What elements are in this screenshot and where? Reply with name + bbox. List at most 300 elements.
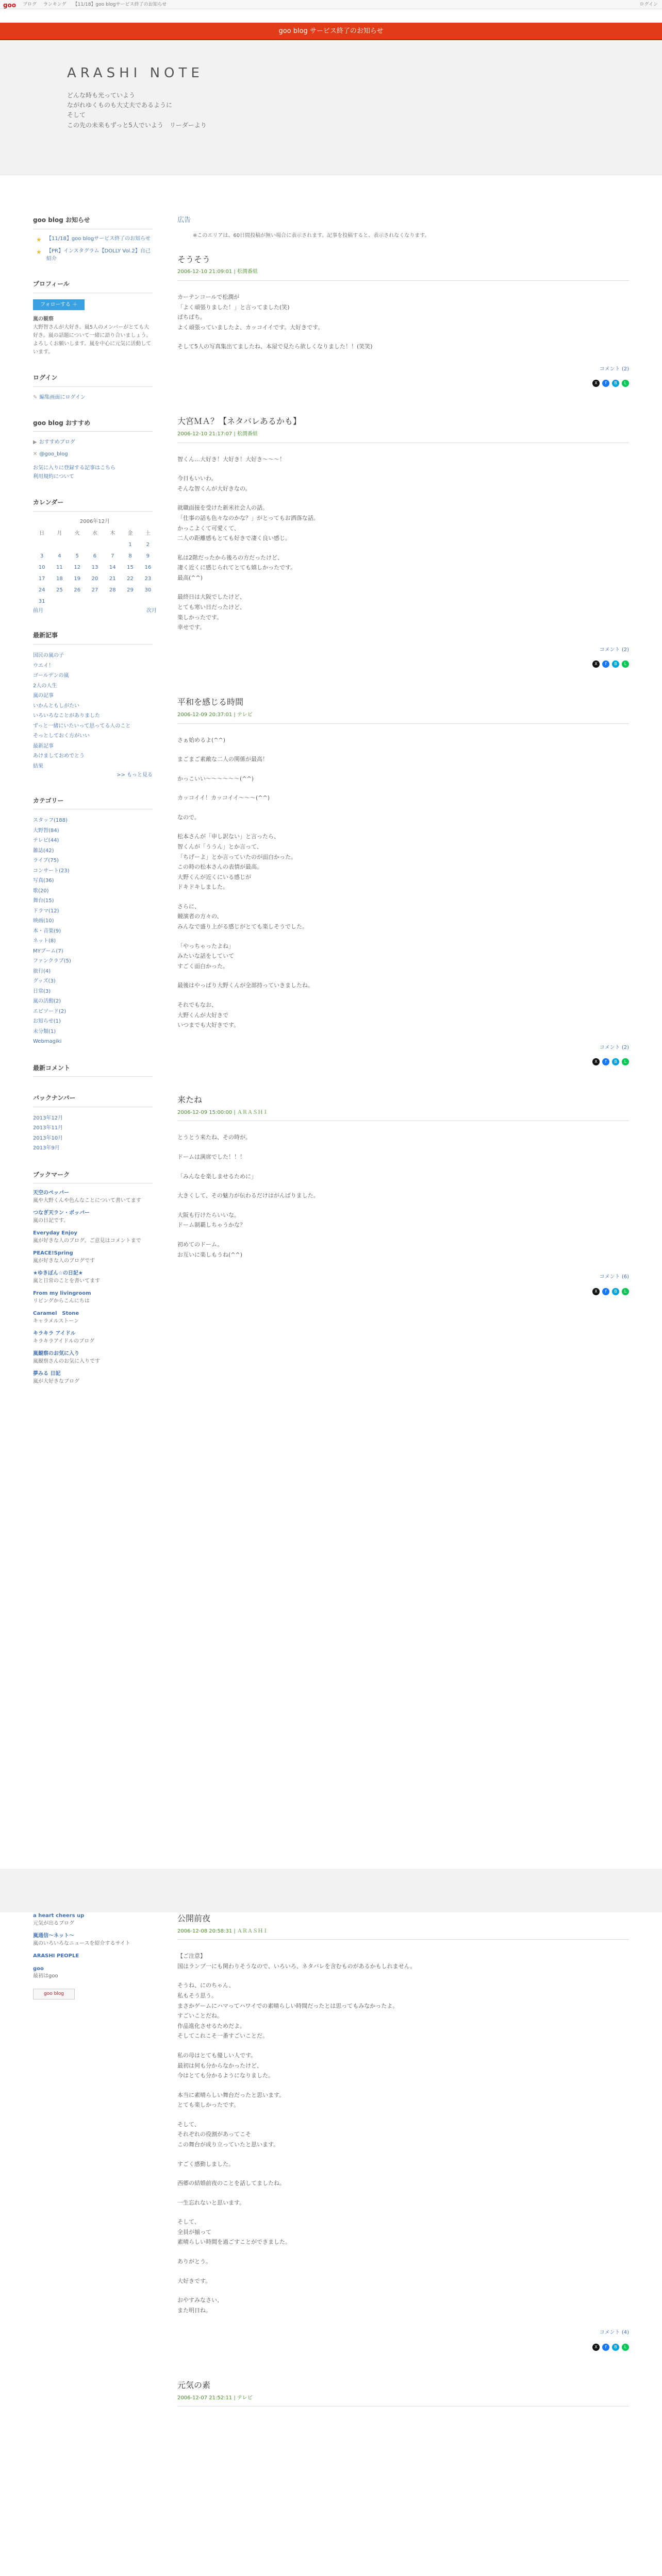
recent-item[interactable]: 2人の人生 — [33, 683, 57, 689]
backnumber-item[interactable]: 2013年9月 — [33, 1145, 60, 1151]
calendar-day — [104, 539, 121, 550]
bookmark-title[interactable]: つなぎ天ラン・ポッパー — [33, 1210, 90, 1216]
recent-heading: 最新記事 — [33, 631, 153, 645]
category-item[interactable]: グッズ(3) — [33, 978, 56, 985]
entry-meta: 2006-12-07 21:52:11 | テレビ — [177, 2394, 629, 2407]
topbar-login-link[interactable]: ログイン — [639, 2, 658, 7]
calendar-day[interactable]: 13 — [91, 564, 98, 570]
backnumber-heading: バックナンバー — [33, 1093, 153, 1107]
entry-paragraph — [177, 822, 629, 832]
line-share-icon[interactable]: L — [622, 1058, 629, 1065]
entry-title[interactable]: 元気の素 — [177, 2380, 211, 2390]
calendar-day[interactable]: 4 — [58, 553, 61, 559]
bookmark-title[interactable]: Caramel Stone — [33, 1311, 79, 1317]
calendar-day[interactable]: 18 — [56, 575, 63, 582]
bookmark-item — [33, 1230, 153, 1245]
calendar-nav — [33, 607, 157, 614]
calendar-day — [69, 596, 86, 607]
bookmark-item — [33, 1250, 153, 1265]
recommend-item[interactable] — [33, 438, 153, 447]
bookmark-desc: キャラメルストーン — [33, 1318, 79, 1324]
entry-comments-link[interactable]: コメント (2) — [599, 647, 629, 653]
entry-paragraph: 本当に素晴らしい舞台だったと思います。 — [177, 2091, 285, 2098]
bookmark-title[interactable]: キラキラ アイドル — [33, 1331, 76, 1337]
entry-paragraph: 競演者の方々の、 — [177, 913, 223, 920]
category-item[interactable]: Webmagiki — [33, 1039, 62, 1045]
line-share-icon[interactable]: L — [622, 2344, 629, 2351]
recent-item[interactable]: 最新記事 — [33, 743, 54, 749]
entry-paragraph — [177, 971, 629, 980]
bookmark-desc: 嵐観察さんのお気に入りです — [33, 1358, 100, 1364]
entry-paragraph — [177, 2169, 629, 2178]
entry-paragraph — [177, 1143, 629, 1152]
bookmark-desc: 嵐や大野くんや色んなことについて書いてます — [33, 1197, 141, 1204]
entry — [177, 1912, 629, 2350]
entry-paragraph: ぱちぱち。 — [177, 314, 206, 321]
category-item[interactable]: スタッフ(188) — [33, 818, 68, 824]
news-heading: goo blog お知らせ — [33, 215, 153, 229]
entry-paragraph — [177, 2189, 629, 2198]
category-item[interactable]: 写真(36) — [33, 878, 54, 884]
hatena-share-icon[interactable]: B — [612, 1058, 619, 1065]
entry-paragraph: 国はランプ一にも関わりそうなので、いろいろ、ネタバレを含むものがあるかもしれません。 — [177, 1962, 416, 1970]
goo-logo[interactable]: goo — [3, 2, 16, 9]
topbar-nav-ranking[interactable]: ランキング — [43, 2, 67, 7]
service-end-text[interactable]: goo blog サービス終了のお知らせ — [278, 27, 384, 35]
entry-paragraph — [177, 332, 629, 342]
category-item[interactable]: 大野智(84) — [33, 827, 59, 834]
comments-block — [33, 1063, 153, 1077]
recent-item[interactable]: ゴールデンの嵐 — [33, 673, 69, 679]
topbar-nav-blog[interactable]: ブログ — [23, 2, 37, 7]
entry-body — [177, 735, 629, 1030]
entry-body — [177, 454, 629, 633]
login-block — [33, 373, 153, 402]
line-share-icon[interactable]: L — [622, 1288, 629, 1295]
entry-body — [177, 1132, 629, 1260]
entry-paragraph: また明日ね。 — [177, 2307, 211, 2314]
blog-desc-line: そして — [67, 111, 86, 119]
goo-blog-banner[interactable]: goo blog — [33, 1989, 75, 2000]
calendar-day[interactable]: 28 — [109, 587, 116, 593]
entry-paragraph: 「仕事の話も色々なのかな？」がとってもお洒落な話。 — [177, 514, 319, 521]
entry-paragraph: 大野くんが大好きで — [177, 1011, 228, 1019]
category-item[interactable]: エピソード(2) — [33, 1008, 67, 1014]
entry-paragraph: 大阪も行けたらいいな。 — [177, 1211, 240, 1218]
line-share-icon[interactable]: L — [622, 660, 629, 668]
calendar-heading: カレンダー — [33, 498, 153, 512]
calendar-day[interactable]: 5 — [75, 553, 79, 559]
entry-paragraph: ドキドキしました。 — [177, 884, 228, 891]
main-content — [177, 215, 629, 1324]
entry-paragraph: 私の母はとても優しい人です。 — [177, 2052, 257, 2059]
calendar-day[interactable]: 31 — [38, 598, 45, 604]
ad-heading: 広告 — [177, 216, 191, 224]
category-item[interactable]: テレビ(44) — [33, 838, 59, 844]
entry-paragraph: とうとう来たね、その時が。 — [177, 1134, 251, 1141]
category-item[interactable]: 雑誌(42) — [33, 848, 54, 854]
recent-item[interactable]: いかんともしがたい — [33, 703, 79, 709]
category-item[interactable]: コンサート(23) — [33, 868, 70, 874]
bookmark-title[interactable]: ★ゆきぽん☆の日記★ — [33, 1270, 83, 1277]
x-share-icon[interactable]: X — [592, 1058, 600, 1065]
entry-paragraph: それぞれの役割があってこそ — [177, 2131, 251, 2138]
entry-paragraph: かっこいい〜〜〜〜〜〜(^^) — [177, 775, 254, 782]
calendar-day[interactable]: 24 — [38, 587, 45, 593]
calendar-day — [86, 596, 104, 607]
hatena-share-icon[interactable]: B — [612, 660, 619, 668]
share-buttons — [177, 659, 629, 667]
bookmark-desc: 嵐のいろいろなニュースを紹介するサイト — [33, 1940, 130, 1946]
entry-title[interactable]: そうそう — [177, 254, 211, 264]
bookmark-title[interactable]: Everyday Enjoy — [33, 1230, 77, 1236]
hatena-share-icon[interactable]: B — [612, 1288, 619, 1295]
bookmark-item — [33, 1290, 153, 1305]
facebook-share-icon[interactable]: f — [602, 380, 609, 387]
entry-comments-link[interactable]: コメント (6) — [599, 1274, 629, 1280]
hatena-share-icon[interactable]: B — [612, 380, 619, 387]
news-link[interactable]: 【11/18】goo blogサービス終了のお知らせ — [46, 235, 151, 242]
bookmark-heading: ブックマーク — [33, 1170, 153, 1184]
calendar-day[interactable]: 27 — [91, 587, 98, 593]
category-list — [33, 816, 153, 1047]
category-item[interactable]: 未分類(1) — [33, 1028, 56, 1035]
calendar-day[interactable]: 6 — [93, 553, 97, 559]
entry-paragraph — [177, 1162, 629, 1172]
entry-paragraph: 凄く近くに感じられてとても嬉しかったです。 — [177, 564, 296, 571]
calendar-day[interactable]: 20 — [91, 575, 98, 582]
entry-paragraph: この時の松本さんの表情が最高。 — [177, 863, 262, 871]
comments-heading: 最新コメント — [33, 1063, 153, 1077]
calendar-day[interactable]: 21 — [109, 575, 116, 582]
calendar-day — [104, 596, 121, 607]
calendar-next[interactable]: 次月 — [146, 608, 157, 614]
recommend-label: @goo_blog — [39, 451, 68, 457]
calendar-day[interactable]: 22 — [127, 575, 134, 582]
news-link[interactable]: 【PR】インスタグラム【DOLLY Vol.2】自己紹介 — [46, 248, 151, 262]
calendar-day[interactable]: 2 — [146, 541, 150, 548]
bookmark-desc: 最初はgoo — [33, 1973, 58, 1979]
entry-paragraph: そして、 — [177, 2218, 200, 2226]
category-item[interactable]: MYブーム(7) — [33, 948, 63, 954]
calendar-day[interactable]: 8 — [128, 553, 132, 559]
entry-paragraph — [177, 1230, 629, 1240]
calendar-day[interactable]: 1 — [128, 541, 132, 548]
entry-paragraph — [177, 1971, 629, 1980]
x-share-icon[interactable]: X — [592, 2344, 600, 2351]
entry-title[interactable]: 来たね — [177, 1095, 203, 1105]
backnumber-item[interactable]: 2013年11月 — [33, 1125, 63, 1131]
x-share-icon[interactable]: X — [592, 380, 600, 387]
login-heading: ログイン — [33, 373, 153, 387]
recent-more[interactable]: >> もっと見る — [117, 772, 153, 778]
bookmark-item — [33, 1310, 153, 1325]
entry-comments-link[interactable]: コメント (2) — [599, 1044, 629, 1050]
calendar-day — [33, 539, 51, 550]
sidebar-continued — [33, 1912, 153, 1999]
calendar-day[interactable]: 9 — [146, 553, 150, 559]
bookmark-title[interactable]: 嵐通信〜ネット〜 — [33, 1933, 74, 1939]
entry-paragraph — [177, 2081, 629, 2090]
calendar-day[interactable]: 23 — [144, 575, 152, 582]
x-share-icon[interactable]: X — [592, 1288, 600, 1295]
entry-paragraph — [177, 1201, 629, 1210]
profile-heading: プロフィール — [33, 279, 153, 293]
profile-text: 大野智さんが大好き。嵐5人のメンバーがとても大好き。嵐の話題について一緒に語り合いましょう。よろしくお願いします。嵐を中心に元気に活動しています。 — [33, 325, 152, 355]
entry-paragraph: みんなで盛り上がる感じがとても楽しそうでした。 — [177, 923, 308, 930]
bookmark-desc: 元気が出るブログ — [33, 1920, 74, 1926]
calendar-day[interactable]: 15 — [127, 564, 134, 570]
recommend-item[interactable] — [33, 450, 153, 459]
bookmark-item — [33, 1933, 153, 1947]
entry-paragraph — [177, 784, 629, 793]
entry-paragraph: 素晴らしい時間を過ごすことができました。 — [177, 2239, 291, 2246]
category-item[interactable]: ライブ(75) — [33, 858, 59, 864]
category-heading: カテゴリー — [33, 796, 153, 810]
facebook-share-icon[interactable]: f — [602, 1288, 609, 1295]
entry-paragraph: 【ご注意】 — [177, 1953, 206, 1960]
bookmark-item — [33, 1953, 153, 1960]
bookmark-list — [33, 1190, 153, 1385]
recommend-block — [33, 418, 153, 482]
entry-paragraph: みたいな話をしていて — [177, 953, 234, 960]
news-block — [33, 215, 153, 263]
news-item[interactable] — [33, 248, 153, 263]
entry-title[interactable]: 平和を感じる時間 — [177, 697, 244, 707]
entry — [177, 2379, 629, 2406]
entry-title[interactable]: 公開前夜 — [177, 1913, 211, 1923]
entry-paragraph: 作品進化させるためだよ。 — [177, 2022, 245, 2029]
entry-paragraph: 最初は何も分からなかったけど、 — [177, 2062, 262, 2069]
entry-paragraph: カッコイイ！カッコイイ〜〜〜(^^) — [177, 794, 270, 802]
entry-paragraph — [177, 765, 629, 774]
calendar-weekday: 土 — [145, 530, 151, 536]
entry-paragraph: 西郷の結婚前夜のことを話してましたね。 — [177, 2180, 285, 2187]
calendar-weekdays — [33, 528, 157, 539]
category-item[interactable]: 旅行(4) — [33, 968, 51, 974]
entry-paragraph — [177, 2267, 629, 2276]
x-share-icon[interactable]: X — [592, 660, 600, 668]
entry-paragraph — [177, 745, 629, 754]
calendar-day[interactable]: 10 — [38, 564, 45, 570]
entry — [177, 415, 629, 667]
calendar-day — [86, 539, 104, 550]
entry-paragraph — [177, 1181, 629, 1191]
calendar-day[interactable]: 19 — [74, 575, 81, 582]
category-item[interactable]: ネット(8) — [33, 938, 56, 944]
blog-header — [0, 41, 662, 175]
calendar-day — [139, 596, 157, 607]
entry-paragraph: お互いに楽しもうね(^^) — [177, 1251, 243, 1258]
profile-block — [33, 279, 153, 357]
recent-item[interactable]: そっとしておく方がいい — [33, 733, 90, 739]
recommend-heading: goo blog おすすめ — [33, 418, 153, 432]
entry-paragraph — [177, 494, 629, 503]
calendar-day[interactable]: 11 — [56, 564, 63, 570]
bookmark-desc: 嵐と日常のことを書いてます — [33, 1278, 100, 1284]
bookmark-title[interactable]: a heart cheers up — [33, 1913, 85, 1919]
entry-title[interactable]: 大宮ＭＡ？【ネタバレあるかも】 — [177, 416, 301, 427]
entry-paragraph: いつまでも大好きです。 — [177, 1022, 240, 1029]
entry-paragraph: 「よく頑張りました！」と言ってました(笑) — [177, 303, 290, 311]
calendar-weekday: 木 — [110, 530, 115, 536]
calendar-day[interactable]: 14 — [109, 564, 116, 570]
entry-paragraph: そして、 — [177, 2121, 200, 2128]
calendar-weekday: 月 — [57, 530, 62, 536]
login-link[interactable] — [33, 393, 153, 402]
calendar-day[interactable]: 3 — [40, 553, 44, 559]
entry-paragraph: 私は2階だったから後ろの方だったけど、 — [177, 554, 283, 561]
bookmark-title[interactable]: From my livingroom — [33, 1291, 91, 1297]
bookmark-item — [33, 1210, 153, 1225]
arrow-icon: ▶ — [33, 439, 37, 446]
recent-item[interactable]: 国民の嵐の子 — [33, 653, 64, 659]
profile-name: 嵐の観察 — [33, 316, 54, 323]
facebook-share-icon[interactable]: f — [602, 660, 609, 668]
entry-paragraph: まごまご素敵な二人の関係が最高！ — [177, 756, 268, 763]
entry-paragraph: 楽しかったです。 — [177, 614, 223, 621]
blog-desc-line: この先の未来もずっと5人でいよう リーダーより — [67, 121, 207, 129]
entry-paragraph: ありがとう。 — [177, 2258, 211, 2265]
entry-paragraph: まさかゲームにハマってハワイでの素晴らしい時間だったとは思ってもみなかったよ。 — [177, 2002, 399, 2009]
entry-comments-link[interactable]: コメント (4) — [599, 2330, 629, 2336]
topbar-nav-notice[interactable]: 【11/18】goo blogサービス終了のお知らせ — [73, 2, 167, 7]
recent-item[interactable]: 結果 — [33, 763, 43, 769]
calendar-week — [33, 584, 157, 596]
entry-paragraph: 一生忘れないと思います。 — [177, 2199, 245, 2206]
calendar-week — [33, 573, 157, 584]
bookmark-title[interactable]: ARASHI PEOPLE — [33, 1953, 79, 1959]
recommend-extra[interactable]: 利用規約について — [33, 474, 74, 480]
entry-paragraph — [177, 583, 629, 592]
category-item[interactable]: ファンクラブ(5) — [33, 958, 71, 964]
calendar-caption: 2006年12月 — [79, 518, 110, 524]
entry-paragraph — [177, 932, 629, 941]
backnumber-item[interactable]: 2013年12月 — [33, 1115, 63, 1121]
bookmark-item — [33, 1190, 153, 1205]
blog-title[interactable]: ARASHI NOTE — [67, 65, 204, 81]
entry-paragraph: この舞台が成り立っていたと思います。 — [177, 2141, 279, 2148]
main-content-continued — [177, 1912, 629, 2435]
line-share-icon[interactable]: L — [622, 380, 629, 387]
calendar-day[interactable]: 26 — [74, 587, 81, 593]
category-item[interactable]: 歌(20) — [33, 888, 49, 894]
entry-paragraph: カーテンコールで松潤が — [177, 293, 240, 300]
recent-list — [33, 651, 153, 771]
category-item[interactable]: お知らせ(1) — [33, 1019, 61, 1025]
blog-desc-line: ながれゆくものも大丈夫であるように — [67, 101, 173, 109]
service-end-banner[interactable] — [0, 23, 662, 40]
backnumber-item[interactable]: 2013年10月 — [33, 1135, 63, 1141]
entry-paragraph: そうね、にのちゃん、 — [177, 1982, 235, 1989]
recommend-extra[interactable]: お気に入りに登録する記事はこちら — [33, 465, 115, 471]
category-item[interactable]: 本・音楽(9) — [33, 928, 61, 934]
entry-paragraph: 私もそう思う。 — [177, 1992, 217, 1999]
entry-meta: 2006-12-08 20:58:31 | ＡＲＡＳＨＩ — [177, 1927, 629, 1940]
category-item[interactable]: ドラマ(12) — [33, 908, 59, 914]
bookmark-list-continued — [33, 1912, 153, 1980]
goo-topbar — [0, 0, 662, 9]
bookmark-item — [33, 1912, 153, 1927]
entry-meta: 2006-12-10 21:17:07 | 松潤番組 — [177, 430, 629, 443]
entry-paragraph: とても寒い日だったけど、 — [177, 603, 245, 611]
entry-paragraph — [177, 464, 629, 473]
calendar-day[interactable]: 25 — [56, 587, 63, 593]
recent-item[interactable]: あけましておめでとう — [33, 753, 85, 759]
entry-list — [177, 253, 629, 1295]
calendar-day[interactable]: 12 — [74, 564, 81, 570]
share-buttons — [177, 1057, 629, 1065]
calendar-weekday: 火 — [74, 530, 80, 536]
news-item[interactable] — [33, 235, 153, 243]
facebook-share-icon[interactable]: f — [602, 2344, 609, 2351]
bookmark-title[interactable]: 夢みる 日記 — [33, 1371, 61, 1377]
bookmark-desc: 嵐が好きな人のブログです — [33, 1258, 95, 1264]
bookmark-title[interactable]: PEACE!Spring — [33, 1250, 73, 1257]
calendar-prev[interactable]: 前月 — [33, 608, 43, 614]
backnumber-block — [33, 1093, 153, 1154]
calendar-day[interactable]: 29 — [127, 587, 134, 593]
bookmark-item — [33, 1350, 153, 1365]
entry-paragraph: 初めてのドーム。 — [177, 1241, 223, 1248]
calendar-day[interactable]: 17 — [38, 575, 45, 582]
hatena-share-icon[interactable]: B — [612, 2344, 619, 2351]
entry-paragraph: よく頑張っていましたよ、カッコイイです。大好きです。 — [177, 324, 324, 331]
category-block — [33, 796, 153, 1047]
recent-item[interactable]: ずっと一緒にいたいって思ってる人のこと — [33, 723, 131, 729]
bookmark-title[interactable]: 嵐観察のお気に入り — [33, 1351, 79, 1357]
blog-description — [67, 91, 207, 130]
entry-paragraph: ドーム制覇しちゃうかな？ — [177, 1222, 245, 1229]
calendar-day — [51, 596, 68, 607]
calendar-weekday: 水 — [92, 530, 97, 536]
bookmark-item — [33, 1270, 153, 1285]
calendar-week — [33, 550, 157, 562]
entry-paragraph: 幸せです。 — [177, 624, 206, 631]
category-item[interactable]: 舞台(15) — [33, 898, 54, 904]
recent-item[interactable]: いろいろなことがありました — [33, 713, 100, 719]
entry-paragraph — [177, 892, 629, 902]
bookmark-title[interactable]: 天空のペッパー — [33, 1190, 69, 1196]
calendar-day[interactable]: 7 — [111, 553, 114, 559]
recent-item[interactable]: ウエイ！ — [33, 663, 54, 669]
entry-paragraph: とても楽しかったです。 — [177, 2102, 240, 2109]
entry-paragraph: 「ちげーよ」とか言っていたのが面白かった。 — [177, 853, 296, 860]
entry-comments-link[interactable]: コメント (2) — [599, 366, 629, 372]
facebook-share-icon[interactable]: f — [602, 1058, 609, 1065]
category-item[interactable]: 日常(3) — [33, 988, 51, 994]
bookmark-desc: 嵐が大好きなブログ — [33, 1378, 79, 1384]
recent-item[interactable]: 嵐の記事 — [33, 693, 54, 699]
bookmark-title[interactable]: goo — [33, 1965, 44, 1972]
category-item[interactable]: 嵐の活動(2) — [33, 998, 61, 1005]
bookmark-desc: 嵐が好きな人のブログ。ご意見はコメントまで — [33, 1238, 141, 1244]
entry-paragraph: 最高(^^) — [177, 574, 203, 581]
blog-desc-line: どんな時も光っていよう — [67, 92, 136, 99]
follow-button[interactable] — [33, 299, 85, 311]
entry-paragraph — [177, 803, 629, 812]
entry-paragraph: そんな智くんが大好きなの。 — [177, 485, 251, 492]
entry-paragraph: かっこよくて可愛くて、 — [177, 524, 240, 532]
calendar-day[interactable]: 30 — [144, 587, 152, 593]
page-gap — [0, 1869, 662, 1912]
calendar-day[interactable]: 16 — [144, 564, 152, 570]
share-buttons — [177, 2342, 629, 2350]
bookmark-block — [33, 1170, 153, 1386]
share-buttons — [177, 1286, 629, 1295]
category-item[interactable]: 映画(10) — [33, 918, 54, 924]
entry-paragraph — [177, 2041, 629, 2050]
